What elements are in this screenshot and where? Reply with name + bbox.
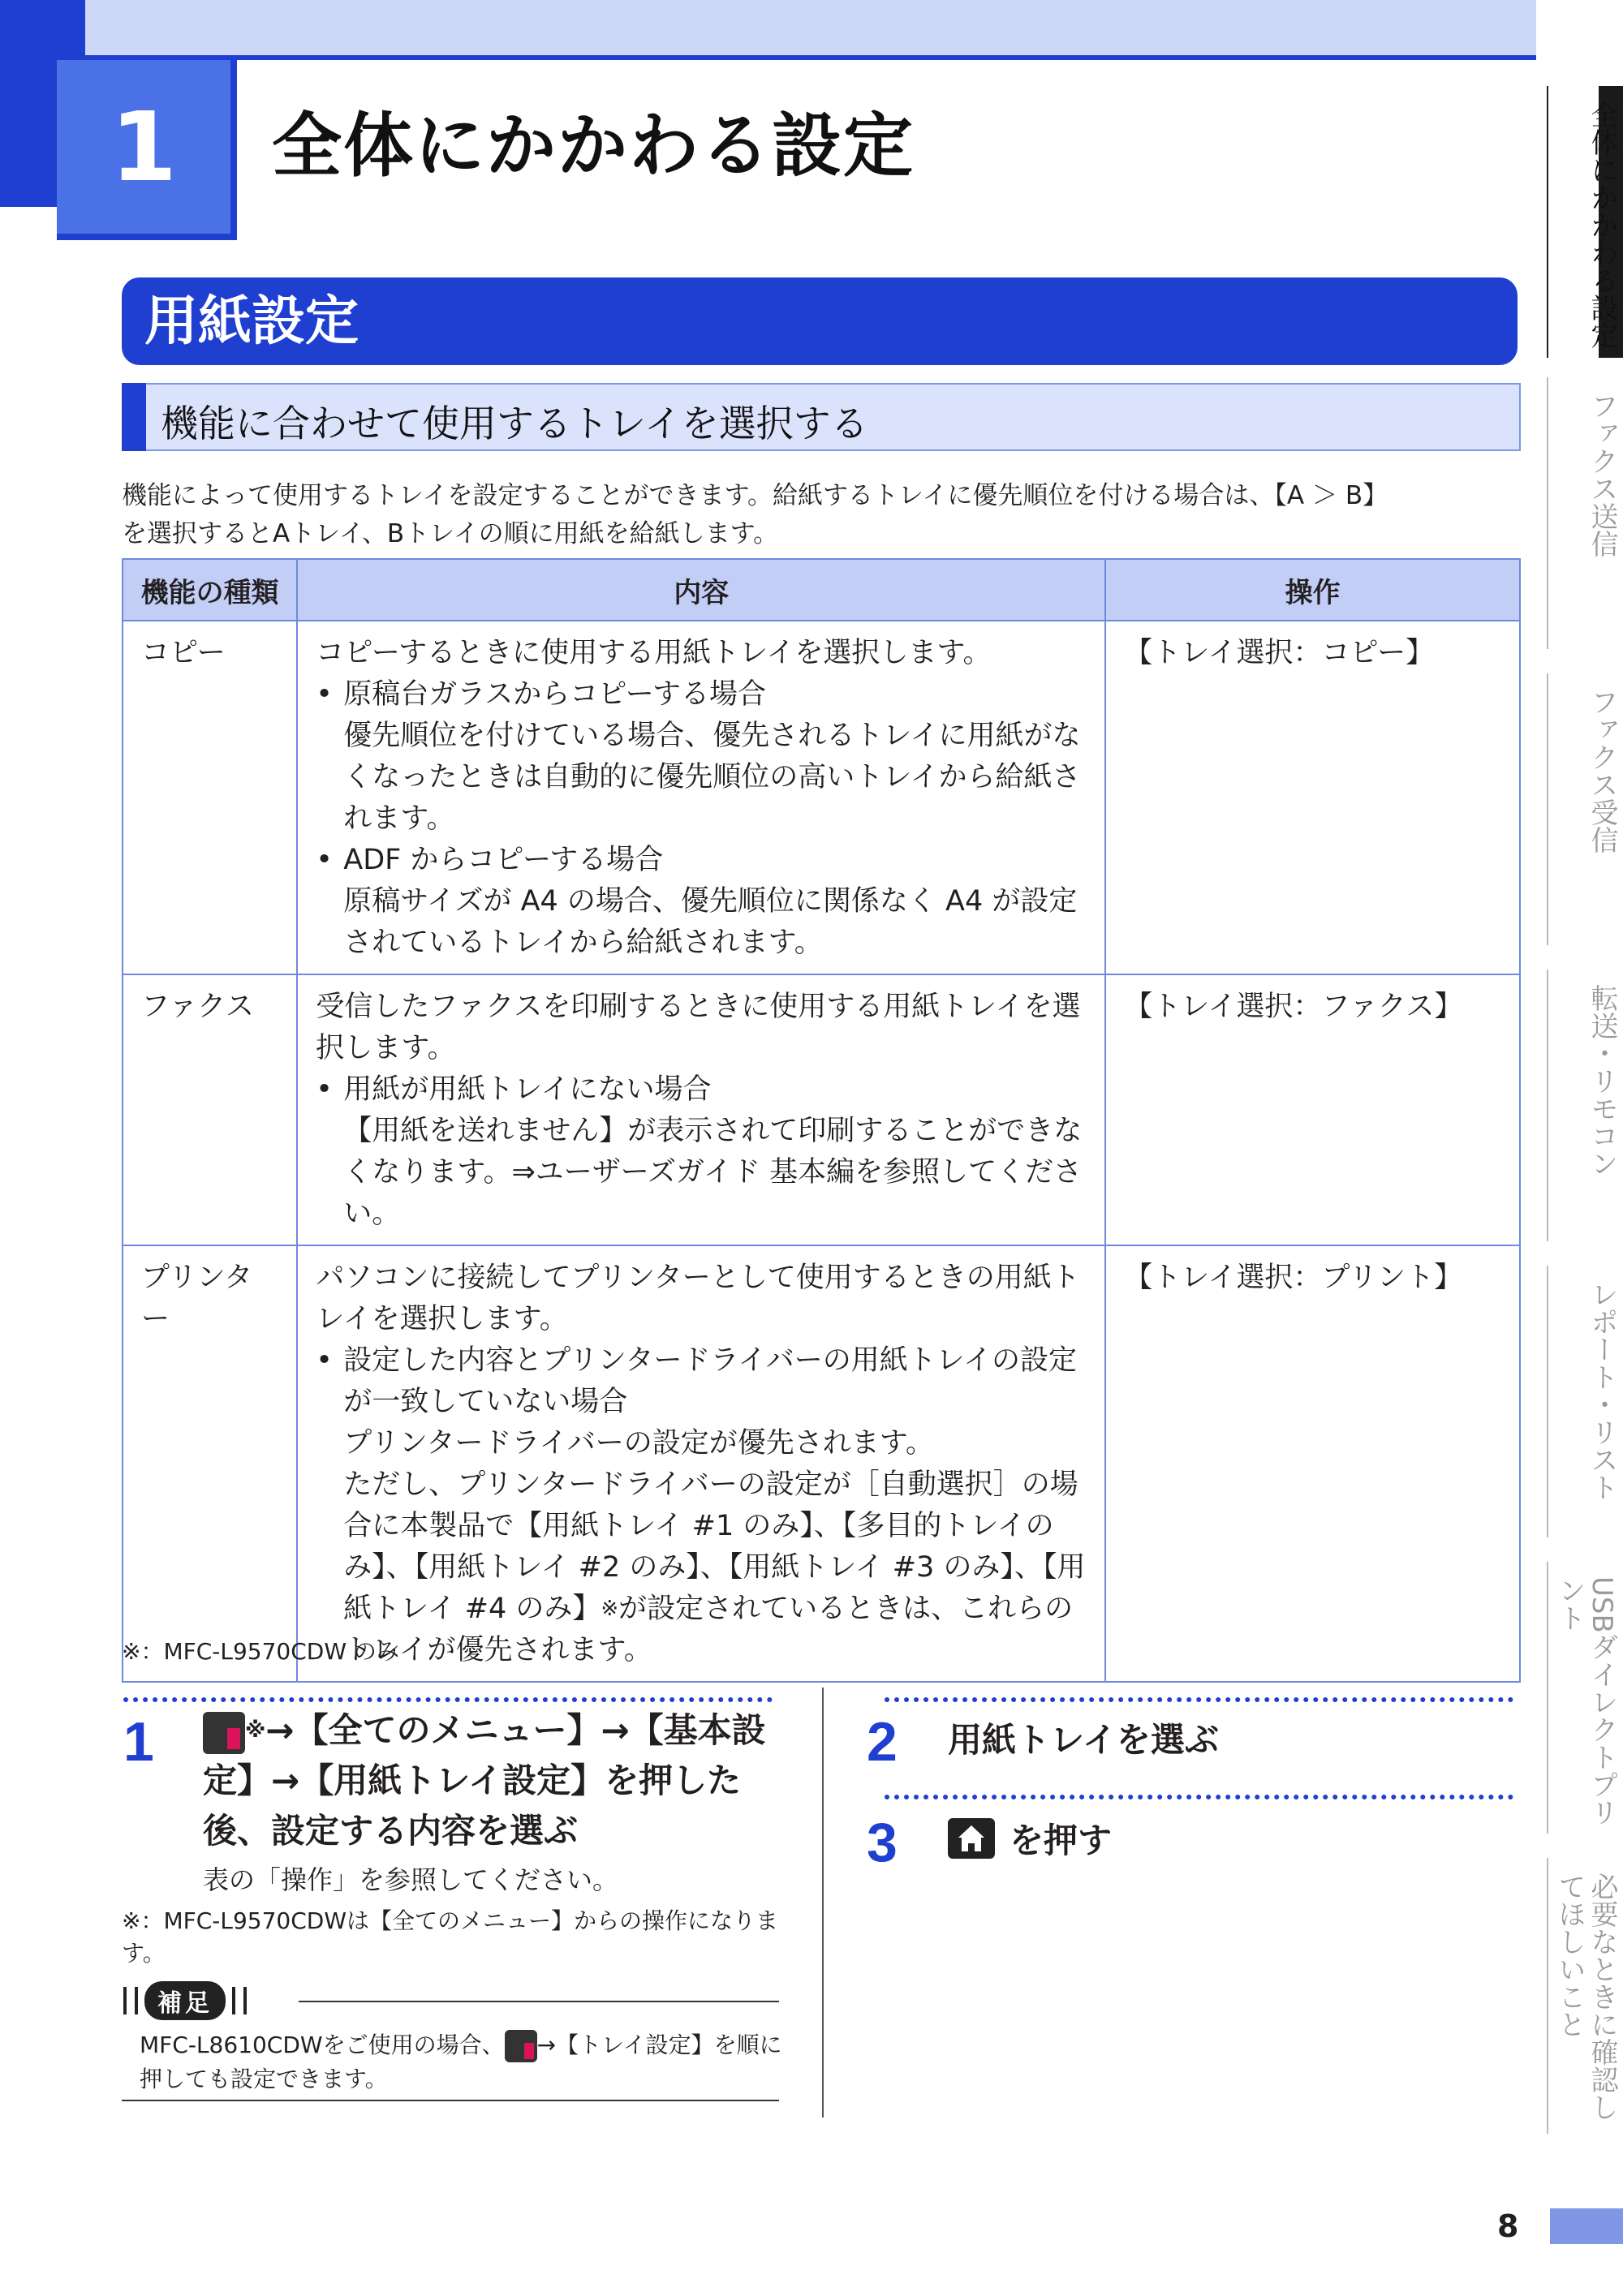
bullet-detail [316,1464,1088,1671]
section-title: 用紙設定 [122,277,1518,365]
footnote-mark: ※ [245,1718,266,1743]
function-description [297,1245,1105,1682]
step-1-note: ※：MFC-L9570CDWは【全てのメニュー】からの操作になります。 [122,1907,779,1967]
table-row [123,974,1520,1245]
step-number: 1 [123,1711,154,1773]
supplement-label: 補足 [144,1981,226,2020]
badge-bar [232,1987,235,2014]
step-2-instruction: 用紙トレイを選ぶ [948,1720,1219,1760]
dotted-separator [885,1697,1513,1702]
function-description [297,974,1105,1245]
intro-line-2: を選択するとAトレイ、Bトレイの順に用紙を給紙します。 [122,519,779,548]
table-footnote: ※：MFC-L9570CDW のみ [122,1638,399,1665]
table-header-row [123,559,1520,621]
description-text: 受信したファクスを印刷するときに使用する用紙トレイを選択します。 [316,991,1081,1064]
description-text: パソコンに接続してプリンターとして使用するときの用紙トレイを選択します。 [316,1262,1080,1335]
tray-settings-table [122,558,1521,1683]
supplement-text-a: MFC-L8610CDWをご使用の場合、 [140,2032,505,2058]
bullet-item: • 用紙が用紙トレイにない場合 [316,1069,1088,1111]
bullet-item: • 原稿台ガラスからコピーする場合 [316,674,1088,716]
dotted-separator [885,1795,1513,1799]
step-1-subtext: 表の「操作」を参照してください。 [203,1864,619,1895]
column-header: 操作 [1105,559,1520,621]
function-type: コピー [123,621,297,974]
column-divider [822,1688,824,2118]
footnote-mark: ※ [601,1597,619,1621]
bullet-detail: 原稿サイズが A4 の場合、優先順位に関係なく A4 が設定されているトレイから給紙されます。 [343,885,1078,959]
step-number: 3 [867,1812,898,1873]
description-text: コピーするときに使用する用紙トレイを選択します。 [316,637,992,669]
chapter-title: 全体にかかわる設定 [272,105,915,187]
bullet-detail: 優先順位を付けている場合、優先されるトレイに用紙がなくなったときは自動的に優先順位の高いトレイから給紙されます。 [343,720,1081,835]
operation-path: 【トレイ選択：プリント】 [1105,1245,1520,1682]
operation-path: 【トレイ選択：コピー】 [1105,621,1520,974]
home-icon [948,1818,995,1859]
side-tab-usb-direct-print[interactable]: USBダイレクトプリント [1547,1562,1618,1834]
bullet-item: • ADF からコピーする場合 [316,840,1088,881]
dotted-separator [123,1697,773,1702]
badge-bar [243,1987,247,2014]
column-header: 内容 [297,559,1105,621]
supplement-rule [299,2001,779,2002]
chapter-number: 1 [57,60,237,240]
tools-icon [203,1712,245,1754]
function-description [297,621,1105,974]
supplement-text [140,2028,789,2096]
badge-bar [135,1987,138,2014]
detail-text: ただし、プリンタードライバーの設定が［自動選択］の場合に本製品で【用紙トレイ #1 のみ】、【多目的トレイのみ】、【用紙トレイ #2 のみ】、【用紙トレイ #3 のみ】、【用紙トレイ #4 のみ】 [343,1468,1086,1625]
step-text: を押す [1010,1821,1113,1860]
side-tab-troubleshooting[interactable]: 必要なときに確認してほしいこと [1547,1858,1618,2134]
column-header: 機能の種類 [123,559,297,621]
subsection-title: 機能に合わせて使用するトレイを選択する [161,402,868,445]
supplement-bottom-rule [122,2100,779,2101]
badge-bar [123,1987,127,2014]
header-band [0,0,1536,60]
step-1-instruction [203,1705,787,1856]
table-row [123,621,1520,974]
intro-line-1: 機能によって使用するトレイを設定することができます。給紙するトレイに優先順位を付ける場合は、【A ＞ B】 [122,481,1388,510]
bullet-detail: プリンタードライバーの設定が優先されます。 [343,1427,934,1460]
function-type: ファクス [123,974,297,1245]
step-3-instruction [948,1814,1112,1863]
side-tab-fax-send[interactable]: ファクス送信 [1547,377,1618,649]
bullet-detail: 【用紙を送れません】が表示されて印刷することができなくなります。⇒ユーザーズガイド 基本編を参照してください。 [343,1115,1083,1230]
step-number: 2 [867,1711,898,1773]
detail-text: が設定されているときは、これらのトレイが優先されます。 [343,1593,1074,1666]
side-tab-report-list[interactable]: レポート・リスト [1547,1266,1618,1537]
table-row [123,1245,1520,1682]
tools-icon [505,2030,537,2062]
supplement-badge [122,1981,248,2020]
page-number-tab [1550,2208,1623,2244]
supplement-text-b: →【トレイ設定】を順に押しても設定できます。 [140,2032,782,2092]
page-number: 8 [1497,2208,1519,2244]
subsection-accent [122,383,146,451]
step-text: →【全てのメニュー】→【基本設定】→【用紙トレイ設定】を押した後、設定する内容を選ぶ [203,1710,766,1851]
bullet-item: • 設定した内容とプリンタードライバーの用紙トレイの設定が一致していない場合 [316,1340,1088,1423]
intro-text [122,477,1534,553]
function-type: プリンター [123,1245,297,1682]
operation-path: 【トレイ選択：ファクス】 [1105,974,1520,1245]
side-tab-fax-receive[interactable]: ファクス受信 [1547,673,1618,945]
side-tab-overall-settings[interactable]: 全体にかかわる設定 [1547,86,1618,358]
side-tab-forward-remote[interactable]: 転送・リモコン [1547,970,1618,1241]
